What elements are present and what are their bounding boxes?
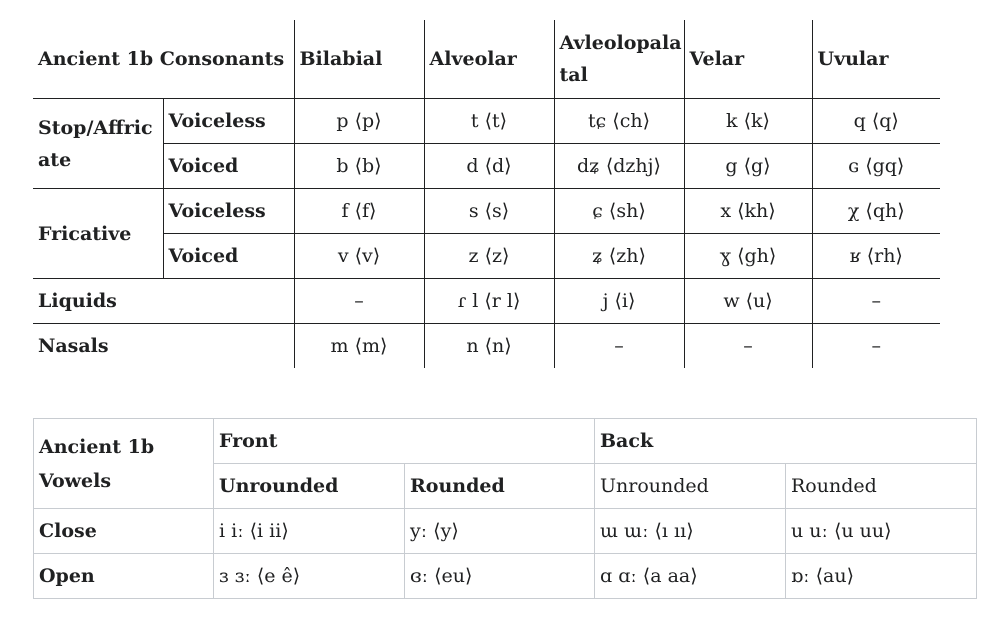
cell-fricative-voiceless-alveolopalatal: ɕ ⟨sh⟩ [554, 189, 684, 234]
cell-fricative-voiceless-bilabial: f ⟨f⟩ [294, 189, 424, 234]
subheader-front-unrounded: Unrounded [214, 464, 405, 509]
cell-liquids-bilabial: – [294, 279, 424, 324]
row-label-fricative: Fricative [33, 189, 163, 279]
cell-nasals-uvular: – [812, 324, 940, 369]
header-back: Back [595, 419, 977, 464]
vowels-table [33, 418, 977, 599]
consonants-table [33, 20, 940, 368]
col-header-velar: Velar [684, 20, 812, 99]
cell-stop-voiceless-uvular: q ⟨q⟩ [812, 99, 940, 144]
cell-fricative-voiced-alveolopalatal: ʑ ⟨zh⟩ [554, 234, 684, 279]
row-label-nasals: Nasals [38, 335, 109, 357]
row-sublabel-voiced: Voiced [163, 144, 294, 189]
row-label-close: Close [34, 509, 214, 554]
cell-stop-voiceless-bilabial: p ⟨p⟩ [294, 99, 424, 144]
cell-stop-voiceless-alveolar: t ⟨t⟩ [424, 99, 554, 144]
cell-fricative-voiced-alveolar: z ⟨z⟩ [424, 234, 554, 279]
row-label-liquids: Liquids [33, 279, 294, 324]
cell-liquids-alveolopalatal: j ⟨i⟩ [554, 279, 684, 324]
cell-stop-voiced-velar: g ⟨g⟩ [684, 144, 812, 189]
header-front: Front [214, 419, 595, 464]
cell-open-front-unrounded: ɜ ɜː ⟨e ê⟩ [214, 554, 405, 599]
cell-fricative-voiced-velar: ɣ ⟨gh⟩ [684, 234, 812, 279]
col-header-uvular: Uvular [812, 20, 940, 99]
row-sublabel-voiced: Voiced [163, 234, 294, 279]
cell-stop-voiced-bilabial: b ⟨b⟩ [294, 144, 424, 189]
cell-close-front-unrounded: i iː ⟨i ii⟩ [214, 509, 405, 554]
cell-stop-voiceless-velar: k ⟨k⟩ [684, 99, 812, 144]
cell-stop-voiced-uvular: ɢ ⟨gq⟩ [812, 144, 940, 189]
cell-stop-voiced-alveolopalatal: dʑ ⟨dzhj⟩ [554, 144, 684, 189]
cell-nasals-velar: – [684, 324, 812, 369]
cell-fricative-voiced-uvular: ʁ ⟨rh⟩ [812, 234, 940, 279]
row-label-open: Open [34, 554, 214, 599]
cell-open-back-unrounded: ɑ ɑː ⟨a aa⟩ [595, 554, 786, 599]
cell-nasals-alveolopalatal: – [554, 324, 684, 369]
cell-open-front-rounded: ɞː ⟨eu⟩ [405, 554, 595, 599]
cell-stop-voiceless-alveolopalatal: tɕ ⟨ch⟩ [554, 99, 684, 144]
row-sublabel-voiceless: Voiceless [163, 189, 294, 234]
cell-open-back-rounded: ɒː ⟨au⟩ [786, 554, 977, 599]
cell-liquids-velar: w ⟨u⟩ [684, 279, 812, 324]
cell-fricative-voiced-bilabial: v ⟨v⟩ [294, 234, 424, 279]
cell-nasals-alveolar: n ⟨n⟩ [424, 324, 554, 369]
subheader-back-rounded: Rounded [786, 464, 977, 509]
cell-stop-voiced-alveolar: d ⟨d⟩ [424, 144, 554, 189]
row-sublabel-voiceless: Voiceless [163, 99, 294, 144]
cell-fricative-voiceless-velar: x ⟨kh⟩ [684, 189, 812, 234]
vowels-title: Ancient 1b Vowels [34, 419, 214, 509]
cell-close-back-unrounded: ɯ ɯː ⟨ı ıı⟩ [595, 509, 786, 554]
cell-liquids-uvular: – [812, 279, 940, 324]
subheader-back-unrounded: Unrounded [595, 464, 786, 509]
cell-fricative-voiceless-alveolar: s ⟨s⟩ [424, 189, 554, 234]
consonants-title: Ancient 1b Consonants [33, 20, 294, 99]
cell-close-back-rounded: u uː ⟨u uu⟩ [786, 509, 977, 554]
cell-close-front-rounded: yː ⟨y⟩ [405, 509, 595, 554]
subheader-front-rounded: Rounded [405, 464, 595, 509]
cell-fricative-voiceless-uvular: χ ⟨qh⟩ [812, 189, 940, 234]
col-header-alveolopalatal: Avleolopalatal [554, 20, 684, 99]
row-label-stop-affricate: Stop/Affricate [33, 99, 163, 189]
cell-nasals-bilabial: m ⟨m⟩ [294, 324, 424, 369]
col-header-bilabial: Bilabial [294, 20, 424, 99]
col-header-alveolar: Alveolar [424, 20, 554, 99]
cell-liquids-alveolar: ɾ l ⟨r l⟩ [424, 279, 554, 324]
